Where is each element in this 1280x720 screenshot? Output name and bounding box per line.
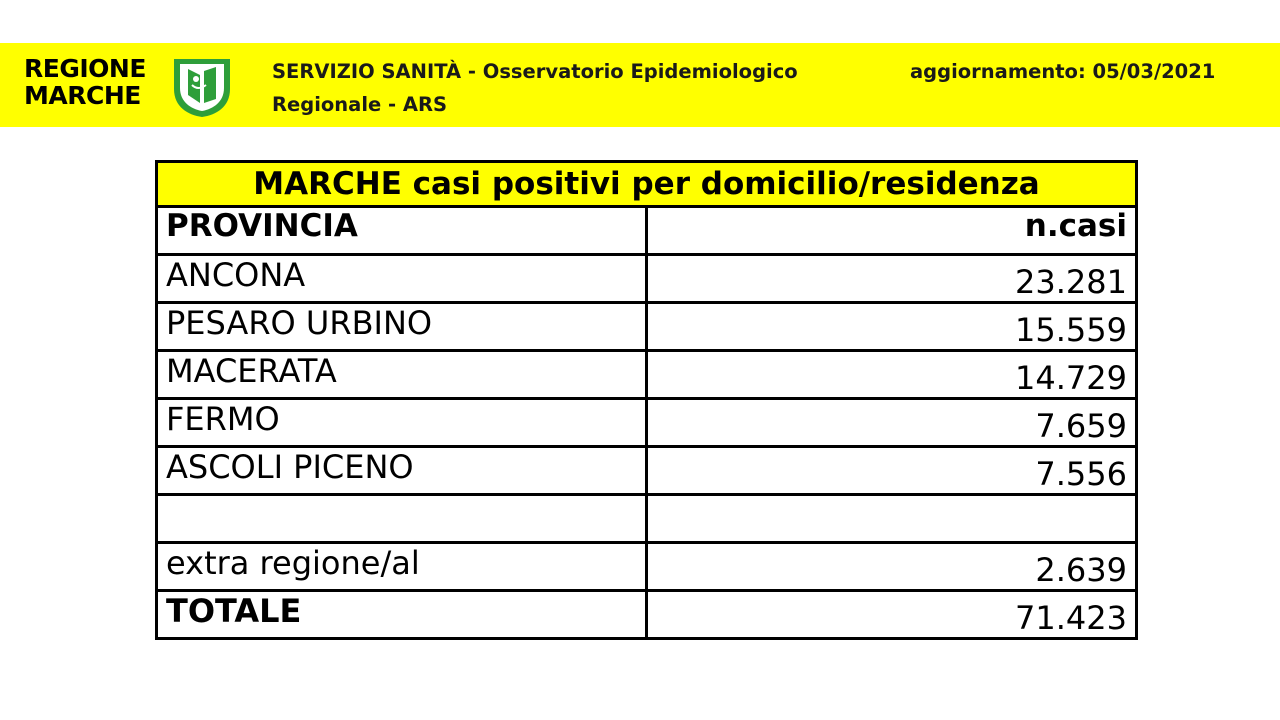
table-row (157, 543, 1137, 591)
service-title (272, 55, 872, 121)
table-row (157, 447, 1137, 495)
cell-casi: 7.659 (647, 399, 1137, 447)
logo-line-2: MARCHE (24, 81, 141, 110)
header-provincia: PROVINCIA (157, 207, 647, 255)
cell-provincia: ASCOLI PICENO (157, 447, 647, 495)
cell-casi: 23.281 (647, 255, 1137, 303)
regione-marche-logo (24, 55, 239, 117)
cases-table (155, 160, 1138, 640)
table-title-row (157, 162, 1137, 207)
logo-text (24, 55, 174, 109)
update-date: aggiornamento: 05/03/2021 (910, 60, 1216, 83)
coat-of-arms-icon (170, 55, 234, 119)
logo-line-1: REGIONE (24, 54, 146, 83)
cases-table-container (155, 160, 1138, 640)
cell-provincia: PESARO URBINO (157, 303, 647, 351)
header-n-casi: n.casi (647, 207, 1137, 255)
table-title: MARCHE casi positivi per domicilio/residenza (157, 162, 1137, 207)
cell-provincia (157, 495, 647, 543)
cell-provincia: ANCONA (157, 255, 647, 303)
header-banner (0, 43, 1280, 127)
table-row (157, 495, 1137, 543)
cell-casi: 7.556 (647, 447, 1137, 495)
table-row (157, 255, 1137, 303)
service-title-line-2: Regionale - ARS (272, 93, 448, 116)
cell-casi: 15.559 (647, 303, 1137, 351)
cell-casi: 14.729 (647, 351, 1137, 399)
table-row (157, 351, 1137, 399)
cell-provincia: MACERATA (157, 351, 647, 399)
cell-provincia: FERMO (157, 399, 647, 447)
table-total-row (157, 591, 1137, 639)
table-row (157, 399, 1137, 447)
total-value: 71.423 (647, 591, 1137, 639)
table-header-row (157, 207, 1137, 255)
total-label: TOTALE (157, 591, 647, 639)
table-row (157, 303, 1137, 351)
cell-casi: 2.639 (647, 543, 1137, 591)
service-title-line-1: SERVIZIO SANITÀ - Osservatorio Epidemiologico (272, 60, 798, 83)
cell-provincia: extra regione/al (157, 543, 647, 591)
cell-casi (647, 495, 1137, 543)
